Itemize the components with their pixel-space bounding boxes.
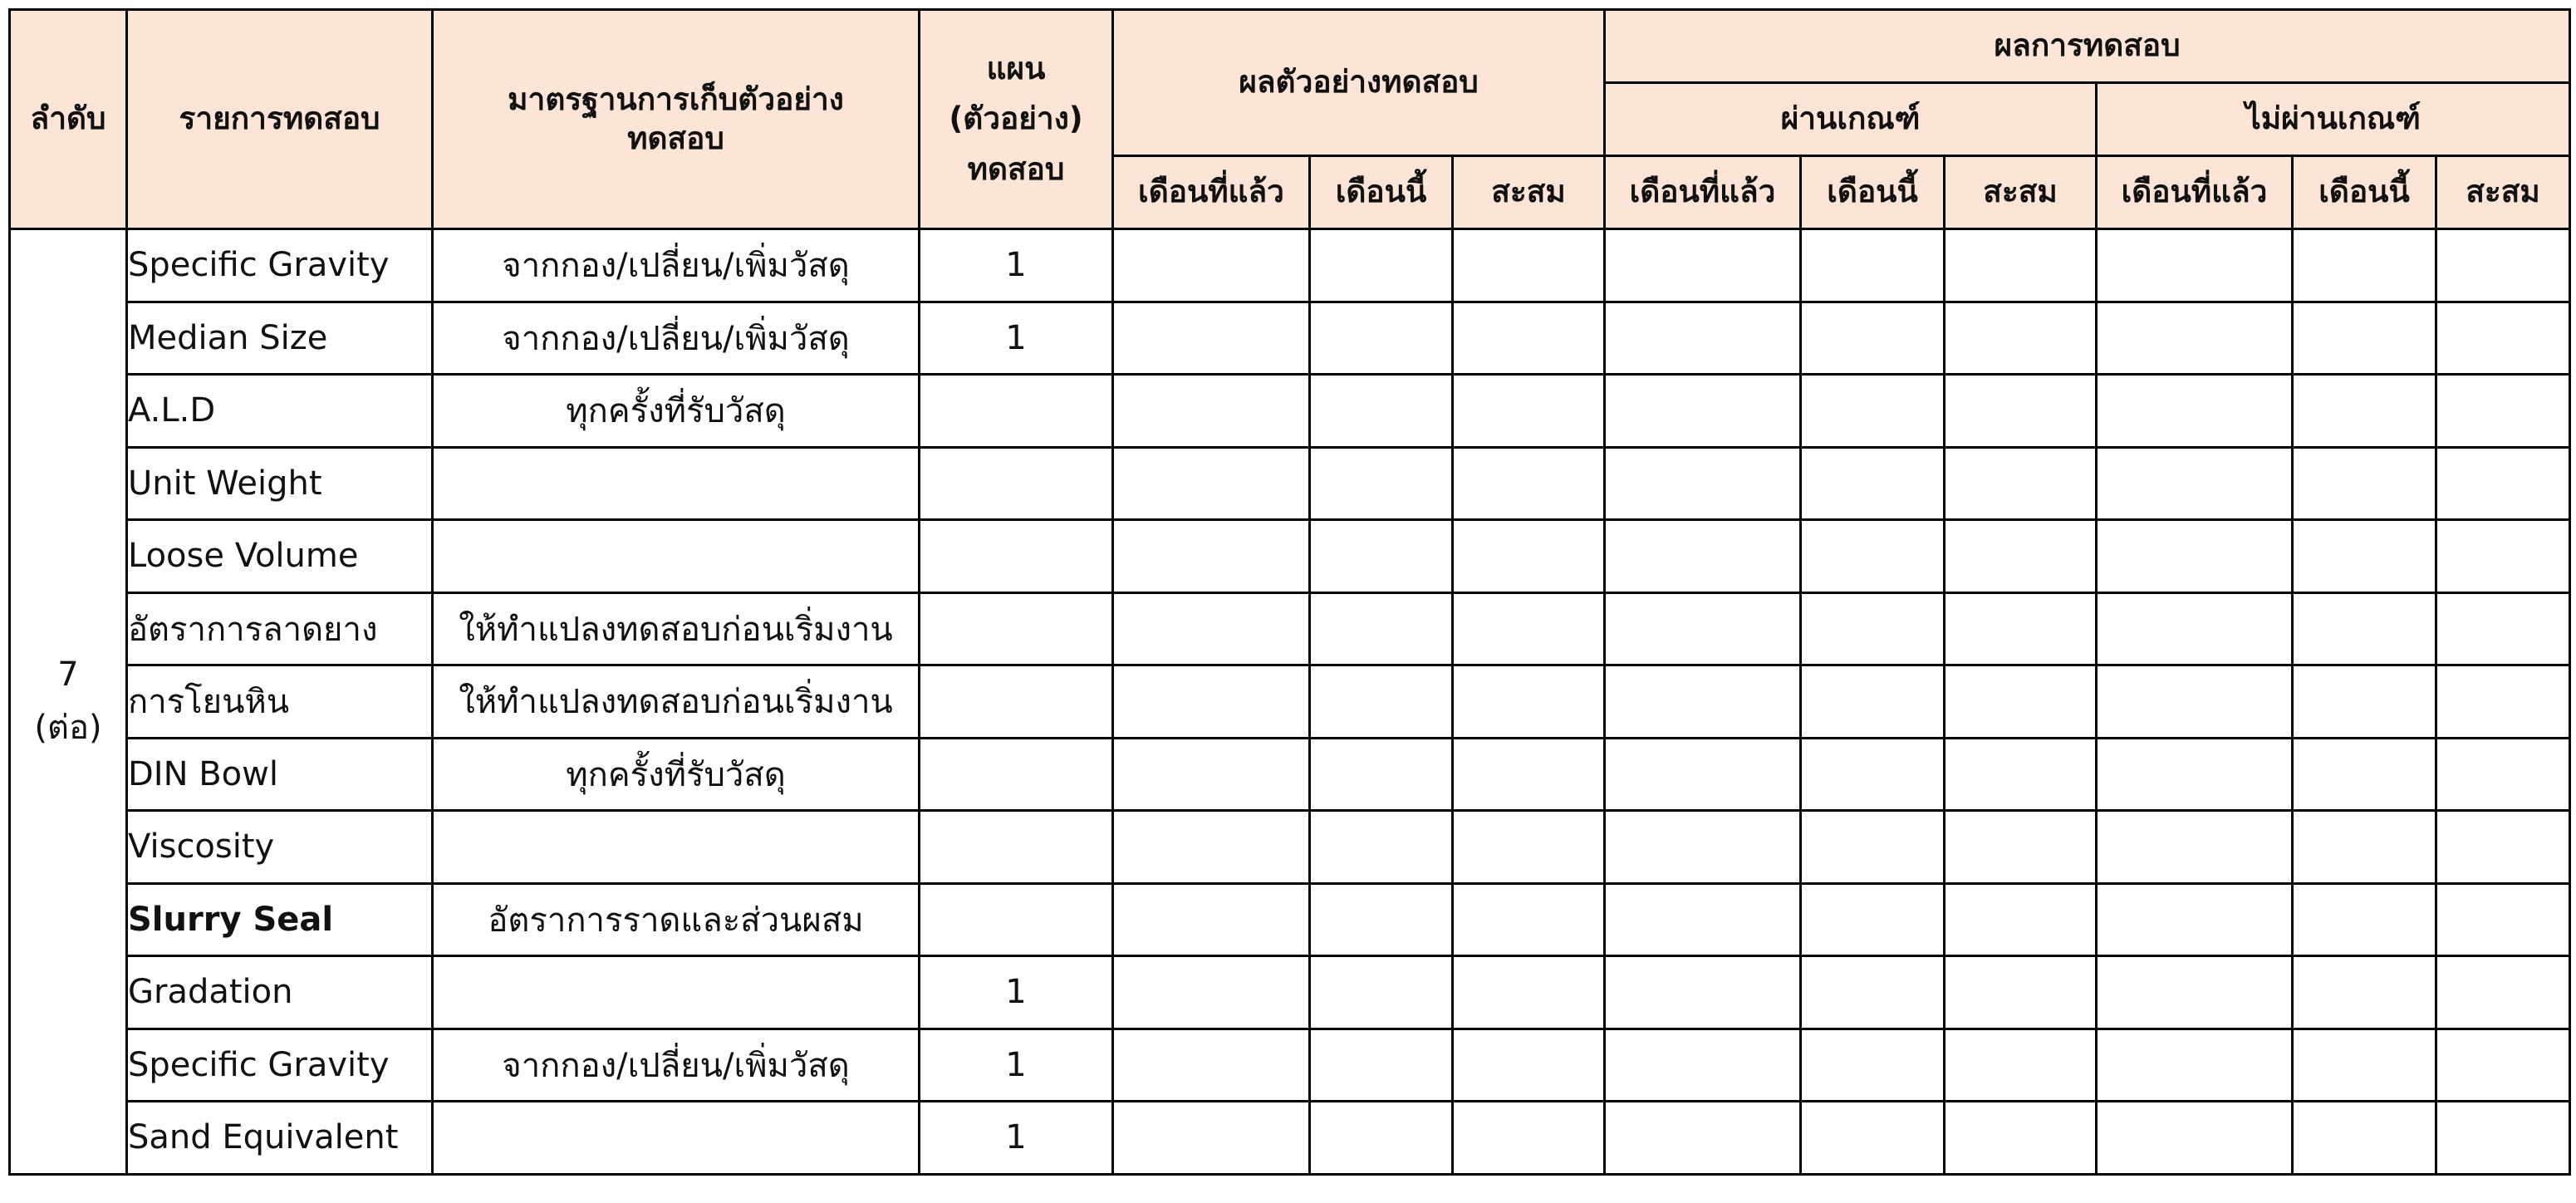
header-plan-line3: ทดสอบ <box>967 150 1065 187</box>
sample-cumulative-cell <box>1453 520 1605 593</box>
fail-last-month-cell <box>2097 592 2293 665</box>
plan-cell: 1 <box>920 956 1113 1029</box>
table-row <box>10 956 2570 1029</box>
pass-cumulative-cell <box>1945 375 2097 448</box>
plan-cell <box>920 738 1113 811</box>
plan-cell <box>920 883 1113 956</box>
table-row <box>10 1102 2570 1175</box>
pass-cumulative-cell <box>1945 447 2097 520</box>
standard-cell: ให้ทำแปลงทดสอบก่อนเริ่มงาน <box>433 592 920 665</box>
table-body <box>10 229 2570 1175</box>
fail-this-month-cell <box>2293 811 2436 884</box>
fail-cumulative-cell <box>2436 592 2570 665</box>
fail-last-month-cell <box>2097 811 2293 884</box>
fail-cumulative-cell <box>2436 1102 2570 1175</box>
test-item-cell: Viscosity <box>127 811 433 884</box>
sample-this-month-cell <box>1310 592 1453 665</box>
table-row <box>10 665 2570 739</box>
fail-last-month-cell <box>2097 302 2293 375</box>
header-fail-last-month: เดือนที่แล้ว <box>2097 156 2293 229</box>
sample-cumulative-cell <box>1453 738 1605 811</box>
sample-this-month-cell <box>1310 229 1453 302</box>
table-row <box>10 811 2570 884</box>
test-item-cell: Slurry Seal <box>127 883 433 956</box>
plan-cell: 1 <box>920 1029 1113 1102</box>
test-item-cell: Specific Gravity <box>127 229 433 302</box>
sample-this-month-cell <box>1310 1102 1453 1175</box>
test-item-cell: การโยนหิน <box>127 665 433 739</box>
standard-cell <box>433 520 920 593</box>
table-header <box>10 10 2570 229</box>
pass-this-month-cell <box>1801 811 1945 884</box>
fail-last-month-cell <box>2097 520 2293 593</box>
test-item-cell: Gradation <box>127 956 433 1029</box>
sample-cumulative-cell <box>1453 375 1605 448</box>
plan-cell <box>920 520 1113 593</box>
standard-cell: ทุกครั้งที่รับวัสดุ <box>433 738 920 811</box>
fail-cumulative-cell <box>2436 738 2570 811</box>
fail-this-month-cell <box>2293 665 2436 739</box>
sample-cumulative-cell <box>1453 592 1605 665</box>
table-row <box>10 302 2570 375</box>
header-fail-cumulative: สะสม <box>2436 156 2570 229</box>
sample-cumulative-cell <box>1453 811 1605 884</box>
pass-this-month-cell <box>1801 1102 1945 1175</box>
sample-this-month-cell <box>1310 375 1453 448</box>
standard-cell <box>433 811 920 884</box>
header-test-results: ผลการทดสอบ <box>1605 10 2570 83</box>
sample-cumulative-cell <box>1453 956 1605 1029</box>
table-row <box>10 520 2570 593</box>
standard-cell: ทุกครั้งที่รับวัสดุ <box>433 375 920 448</box>
pass-last-month-cell <box>1605 883 1801 956</box>
pass-last-month-cell <box>1605 375 1801 448</box>
fail-cumulative-cell <box>2436 520 2570 593</box>
pass-this-month-cell <box>1801 592 1945 665</box>
table-row <box>10 375 2570 448</box>
pass-cumulative-cell <box>1945 1029 2097 1102</box>
sample-this-month-cell <box>1310 738 1453 811</box>
standard-cell <box>433 956 920 1029</box>
pass-last-month-cell <box>1605 956 1801 1029</box>
pass-last-month-cell <box>1605 665 1801 739</box>
fail-last-month-cell <box>2097 229 2293 302</box>
standard-cell <box>433 1102 920 1175</box>
header-standard-text: มาตรฐานการเก็บตัวอย่างทดสอบ <box>508 81 844 156</box>
table-row <box>10 883 2570 956</box>
fail-this-month-cell <box>2293 302 2436 375</box>
fail-this-month-cell <box>2293 592 2436 665</box>
pass-last-month-cell <box>1605 592 1801 665</box>
sample-last-month-cell <box>1113 956 1310 1029</box>
fail-this-month-cell <box>2293 229 2436 302</box>
order-number: 7 <box>57 656 79 695</box>
test-item-cell: Specific Gravity <box>127 1029 433 1102</box>
test-item-cell: DIN Bowl <box>127 738 433 811</box>
pass-this-month-cell <box>1801 229 1945 302</box>
fail-cumulative-cell <box>2436 302 2570 375</box>
sample-last-month-cell <box>1113 1102 1310 1175</box>
pass-cumulative-cell <box>1945 229 2097 302</box>
fail-this-month-cell <box>2293 883 2436 956</box>
pass-last-month-cell <box>1605 811 1801 884</box>
sample-last-month-cell <box>1113 738 1310 811</box>
pass-this-month-cell <box>1801 375 1945 448</box>
sample-last-month-cell <box>1113 520 1310 593</box>
test-item-cell: A.L.D <box>127 375 433 448</box>
plan-cell <box>920 592 1113 665</box>
fail-cumulative-cell <box>2436 665 2570 739</box>
plan-cell <box>920 811 1113 884</box>
order-cell <box>10 229 127 1175</box>
fail-this-month-cell <box>2293 1102 2436 1175</box>
pass-last-month-cell <box>1605 738 1801 811</box>
fail-this-month-cell <box>2293 1029 2436 1102</box>
table-row <box>10 592 2570 665</box>
header-sample-last-month: เดือนที่แล้ว <box>1113 156 1310 229</box>
pass-last-month-cell <box>1605 447 1801 520</box>
header-fail-this-month: เดือนนี้ <box>2293 156 2436 229</box>
header-pass-this-month: เดือนนี้ <box>1801 156 1945 229</box>
fail-this-month-cell <box>2293 520 2436 593</box>
pass-last-month-cell <box>1605 229 1801 302</box>
pass-cumulative-cell <box>1945 956 2097 1029</box>
sample-cumulative-cell <box>1453 229 1605 302</box>
fail-last-month-cell <box>2097 738 2293 811</box>
pass-cumulative-cell <box>1945 592 2097 665</box>
header-standard <box>433 10 920 229</box>
test-item-cell: อัตราการลาดยาง <box>127 592 433 665</box>
sample-last-month-cell <box>1113 883 1310 956</box>
sample-this-month-cell <box>1310 665 1453 739</box>
sample-last-month-cell <box>1113 665 1310 739</box>
sample-this-month-cell <box>1310 302 1453 375</box>
test-item-cell: Unit Weight <box>127 447 433 520</box>
header-plan <box>920 10 1113 229</box>
pass-cumulative-cell <box>1945 811 2097 884</box>
sample-this-month-cell <box>1310 447 1453 520</box>
sample-cumulative-cell <box>1453 883 1605 956</box>
header-pass-cumulative: สะสม <box>1945 156 2097 229</box>
sample-last-month-cell <box>1113 592 1310 665</box>
sample-this-month-cell <box>1310 1029 1453 1102</box>
plan-cell: 1 <box>920 1102 1113 1175</box>
fail-last-month-cell <box>2097 1029 2293 1102</box>
pass-this-month-cell <box>1801 738 1945 811</box>
fail-this-month-cell <box>2293 375 2436 448</box>
pass-this-month-cell <box>1801 883 1945 956</box>
sample-this-month-cell <box>1310 520 1453 593</box>
pass-cumulative-cell <box>1945 520 2097 593</box>
standard-cell: ให้ทำแปลงทดสอบก่อนเริ่มงาน <box>433 665 920 739</box>
sample-this-month-cell <box>1310 883 1453 956</box>
sample-cumulative-cell <box>1453 302 1605 375</box>
sample-cumulative-cell <box>1453 1029 1605 1102</box>
standard-cell: อัตราการราดและส่วนผสม <box>433 883 920 956</box>
sample-cumulative-cell <box>1453 665 1605 739</box>
header-pass-last-month: เดือนที่แล้ว <box>1605 156 1801 229</box>
test-item-cell: Loose Volume <box>127 520 433 593</box>
fail-cumulative-cell <box>2436 1029 2570 1102</box>
test-item-cell: Median Size <box>127 302 433 375</box>
header-sample-cumulative: สะสม <box>1453 156 1605 229</box>
pass-this-month-cell <box>1801 520 1945 593</box>
pass-last-month-cell <box>1605 1029 1801 1102</box>
sample-last-month-cell <box>1113 811 1310 884</box>
fail-last-month-cell <box>2097 883 2293 956</box>
order-cell-content <box>11 648 125 754</box>
fail-cumulative-cell <box>2436 811 2570 884</box>
fail-cumulative-cell <box>2436 375 2570 448</box>
pass-this-month-cell <box>1801 302 1945 375</box>
fail-cumulative-cell <box>2436 956 2570 1029</box>
pass-last-month-cell <box>1605 520 1801 593</box>
header-sample-results: ผลตัวอย่างทดสอบ <box>1113 10 1605 156</box>
pass-cumulative-cell <box>1945 738 2097 811</box>
header-fail: ไม่ผ่านเกณฑ์ <box>2097 83 2570 156</box>
header-test-item: รายการทดสอบ <box>127 10 433 229</box>
sample-last-month-cell <box>1113 375 1310 448</box>
plan-cell <box>920 447 1113 520</box>
plan-cell: 1 <box>920 229 1113 302</box>
pass-cumulative-cell <box>1945 883 2097 956</box>
fail-this-month-cell <box>2293 738 2436 811</box>
plan-cell <box>920 375 1113 448</box>
pass-this-month-cell <box>1801 956 1945 1029</box>
header-order: ลำดับ <box>10 10 127 229</box>
standard-cell: จากกอง/เปลี่ยน/เพิ่มวัสดุ <box>433 1029 920 1102</box>
sample-this-month-cell <box>1310 811 1453 884</box>
table-row <box>10 447 2570 520</box>
sample-cumulative-cell <box>1453 447 1605 520</box>
pass-this-month-cell <box>1801 447 1945 520</box>
pass-last-month-cell <box>1605 302 1801 375</box>
sample-cumulative-cell <box>1453 1102 1605 1175</box>
fail-last-month-cell <box>2097 665 2293 739</box>
table-row <box>10 229 2570 302</box>
fail-this-month-cell <box>2293 956 2436 1029</box>
standard-cell: จากกอง/เปลี่ยน/เพิ่มวัสดุ <box>433 302 920 375</box>
pass-this-month-cell <box>1801 665 1945 739</box>
plan-cell: 1 <box>920 302 1113 375</box>
fail-cumulative-cell <box>2436 229 2570 302</box>
standard-cell <box>433 447 920 520</box>
fail-last-month-cell <box>2097 1102 2293 1175</box>
header-plan-line2: (ตัวอย่าง) <box>949 101 1083 137</box>
test-item-cell: Sand Equivalent <box>127 1102 433 1175</box>
standard-cell: จากกอง/เปลี่ยน/เพิ่มวัสดุ <box>433 229 920 302</box>
test-results-table <box>8 8 2571 1176</box>
fail-cumulative-cell <box>2436 883 2570 956</box>
sample-last-month-cell <box>1113 1029 1310 1102</box>
header-sample-this-month: เดือนนี้ <box>1310 156 1453 229</box>
header-plan-line1: แผน <box>986 51 1046 87</box>
plan-cell <box>920 665 1113 739</box>
fail-this-month-cell <box>2293 447 2436 520</box>
fail-last-month-cell <box>2097 956 2293 1029</box>
pass-this-month-cell <box>1801 1029 1945 1102</box>
sample-last-month-cell <box>1113 229 1310 302</box>
sample-last-month-cell <box>1113 447 1310 520</box>
pass-cumulative-cell <box>1945 302 2097 375</box>
header-pass: ผ่านเกณฑ์ <box>1605 83 2097 156</box>
fail-last-month-cell <box>2097 375 2293 448</box>
order-note: (ต่อ) <box>34 709 102 748</box>
fail-cumulative-cell <box>2436 447 2570 520</box>
fail-last-month-cell <box>2097 447 2293 520</box>
sample-last-month-cell <box>1113 302 1310 375</box>
pass-cumulative-cell <box>1945 665 2097 739</box>
table-row <box>10 1029 2570 1102</box>
sample-this-month-cell <box>1310 956 1453 1029</box>
pass-last-month-cell <box>1605 1102 1801 1175</box>
table-row <box>10 738 2570 811</box>
pass-cumulative-cell <box>1945 1102 2097 1175</box>
